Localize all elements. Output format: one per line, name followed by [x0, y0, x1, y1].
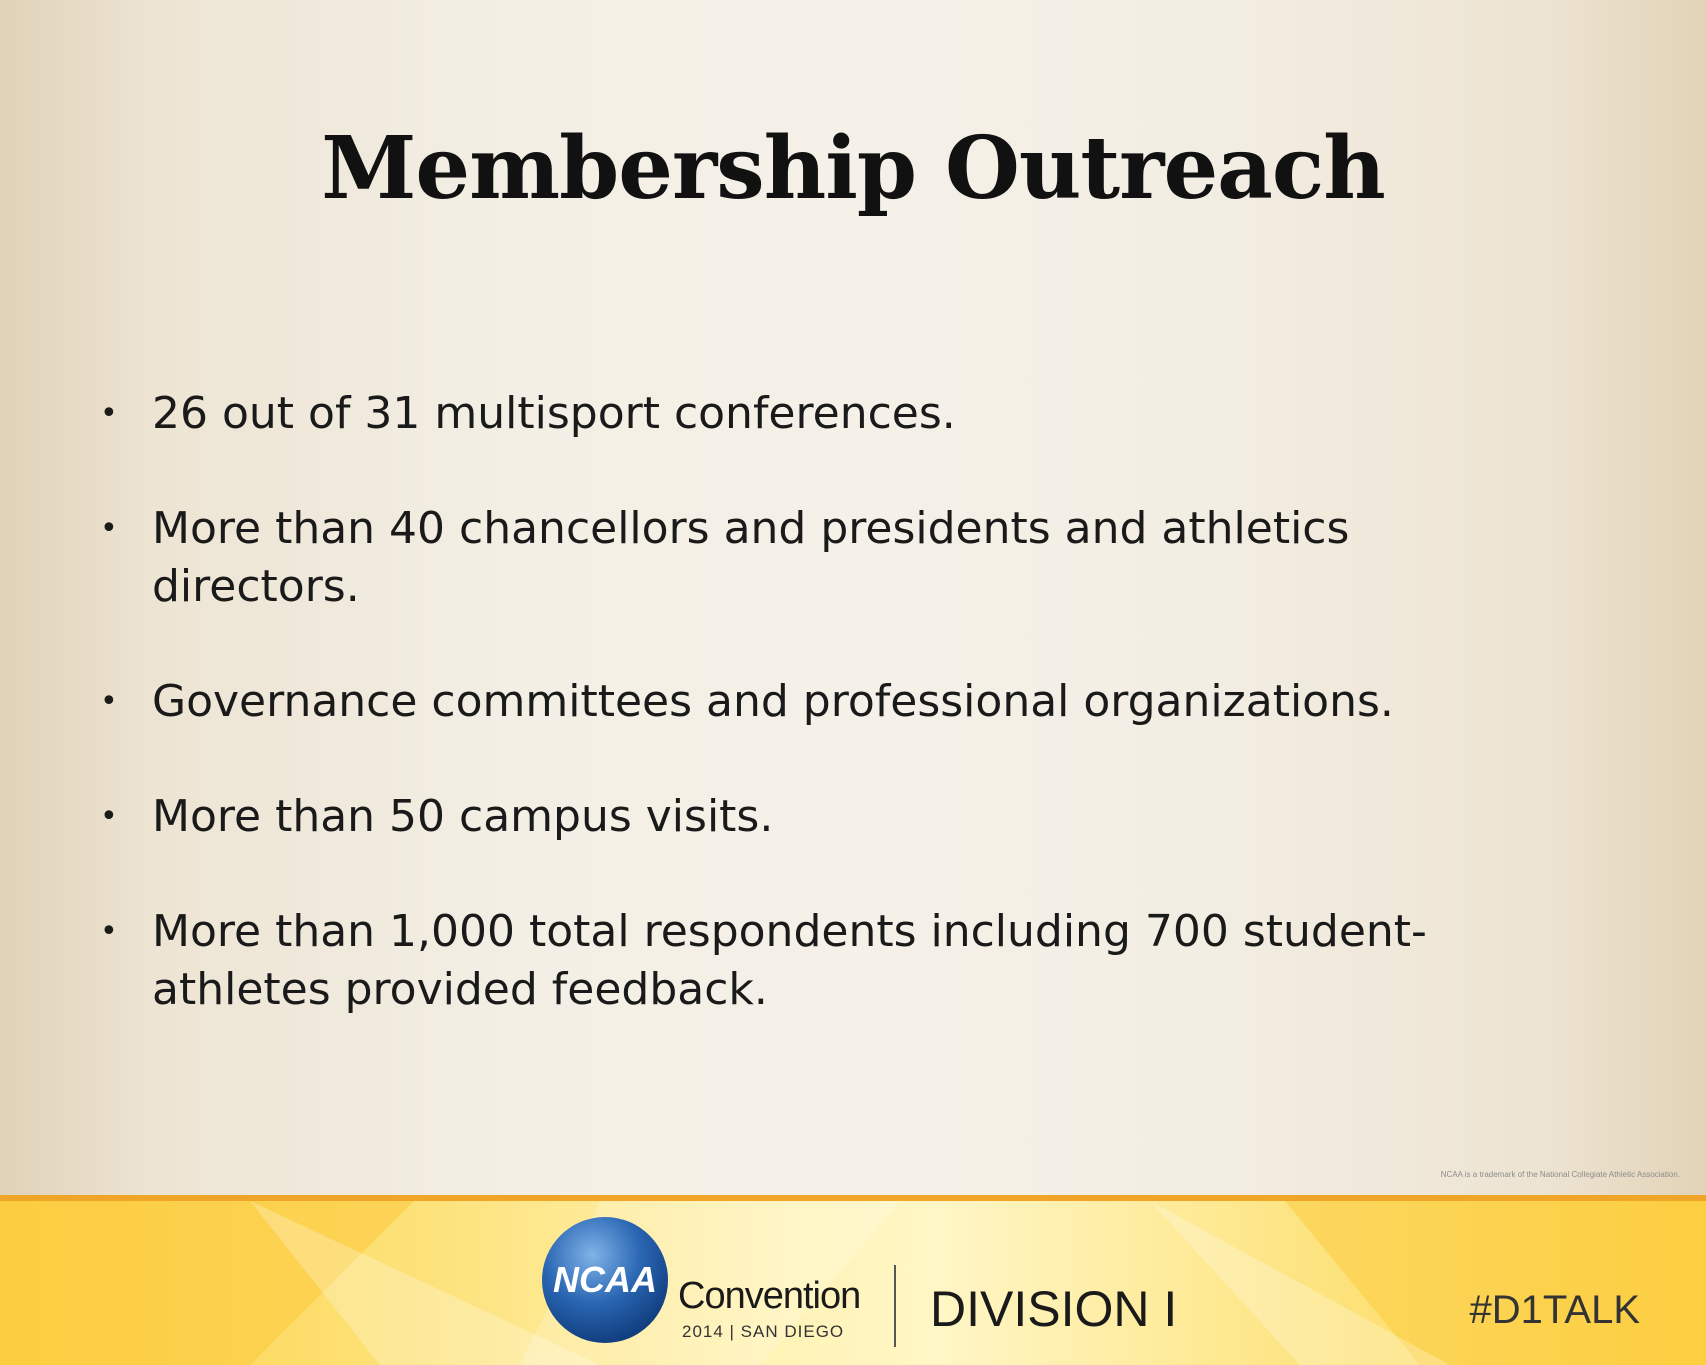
bullet-item [100, 788, 1520, 846]
ncaa-logo [540, 1215, 670, 1345]
bullet-text: Governance committees and professional organizations. [152, 676, 1394, 727]
bullet-list [100, 385, 1520, 1076]
bullet-icon: • [100, 684, 118, 719]
bullet-text: More than 50 campus visits. [152, 791, 774, 842]
bullet-icon: • [100, 799, 118, 834]
bullet-item [100, 385, 1520, 443]
bullet-item [100, 500, 1520, 616]
bullet-text: More than 40 chancellors and presidents and athletics directors. [152, 503, 1350, 612]
bullet-icon: • [100, 914, 118, 949]
ncaa-logo-text: NCAA [553, 1259, 657, 1300]
footer-accent-line [0, 1195, 1706, 1201]
division-label: DIVISION I [930, 1281, 1178, 1337]
bullet-icon: • [100, 511, 118, 546]
hashtag: #D1TALK [1469, 1288, 1640, 1332]
footer-divider [894, 1265, 896, 1347]
bullet-text: 26 out of 31 multisport conferences. [152, 388, 956, 439]
event-name: Convention [678, 1275, 861, 1317]
bullet-text: More than 1,000 total respondents including 700 student-athletes provided feedback. [152, 906, 1427, 1015]
trademark-notice: NCAA is a trademark of the National Collegiate Athletic Association. [1440, 1170, 1680, 1179]
bullet-item [100, 673, 1520, 731]
bullet-item [100, 903, 1520, 1019]
event-year-city: 2014 | SAN DIEGO [682, 1322, 845, 1341]
slide-title: Membership Outreach [321, 118, 1385, 219]
bullet-icon: • [100, 396, 118, 431]
